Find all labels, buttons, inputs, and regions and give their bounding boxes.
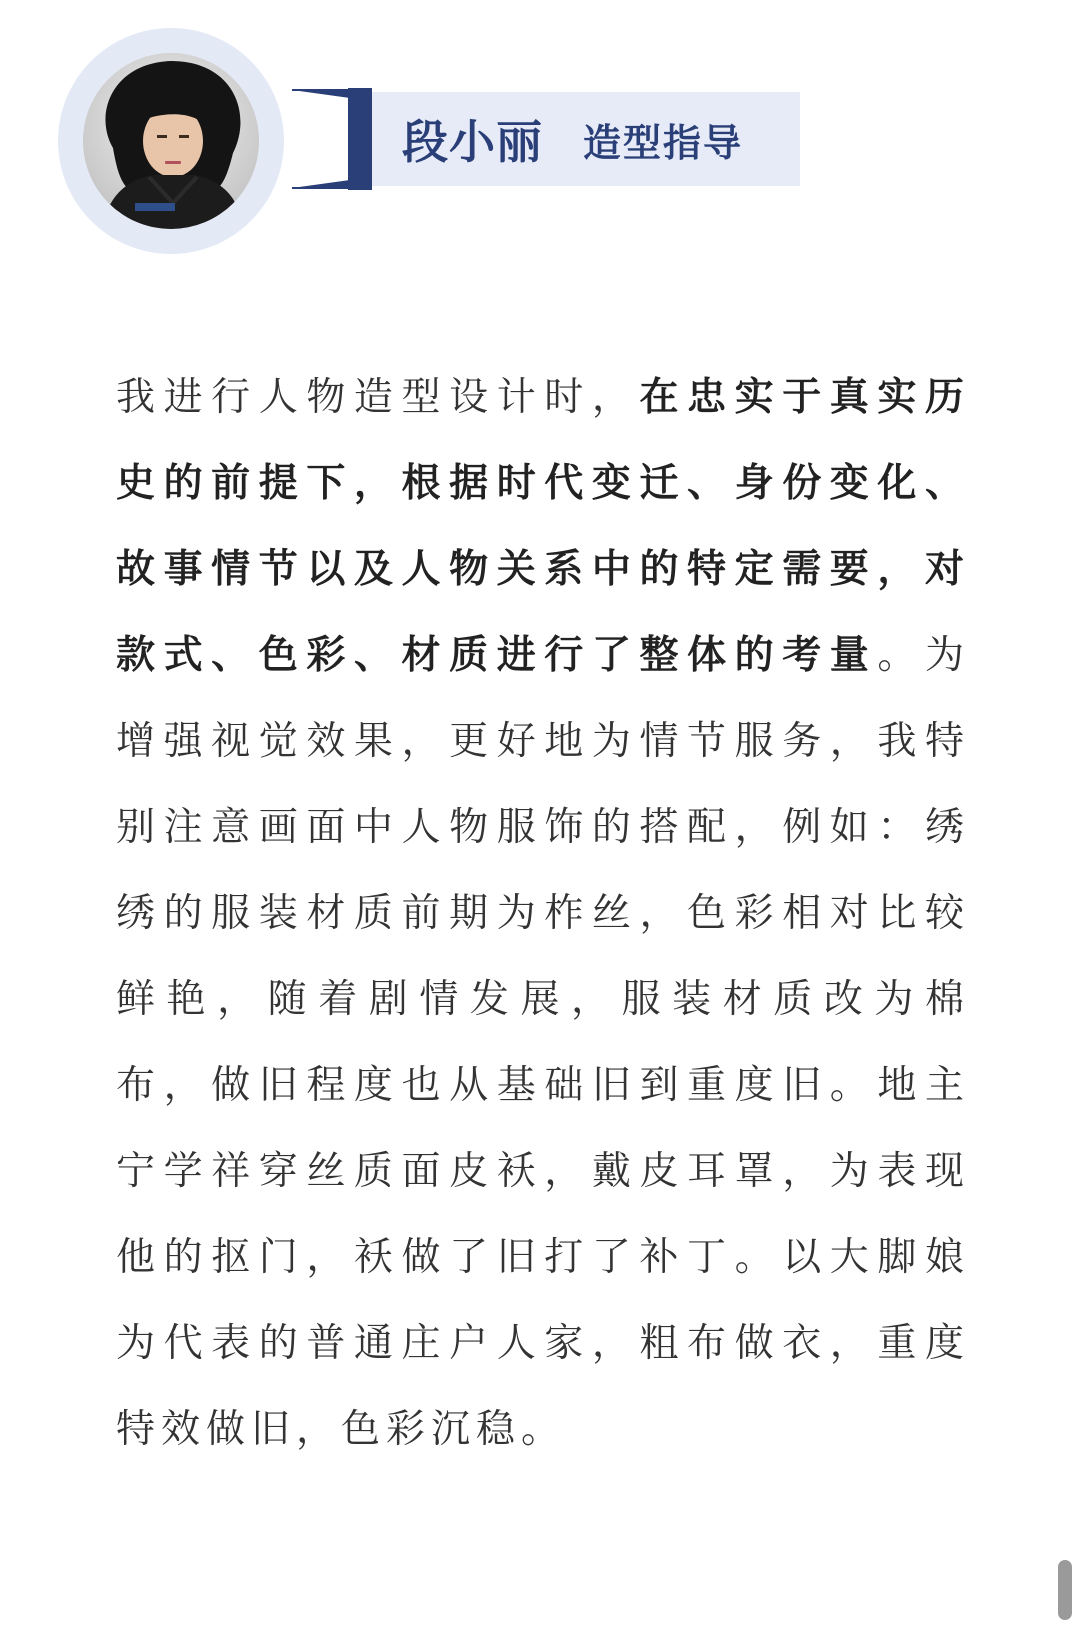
name-plate bbox=[372, 92, 800, 186]
article-text-rest: 。为增强视觉效果，更好地为情节服务，我特别注意画面中人物服饰的搭配，例如：绣绣的服装材质前期为柞丝，色彩相对比较鲜艳，随着剧情发展，服装材质改为棉布，做旧程度也从基础旧到重度旧。地主宁学祥穿丝质面皮袄，戴皮耳罩，为表现他的抠门，袄做了旧打了补丁。以大脚娘为代表的普通庄户人家，粗布做衣，重度特效做旧，色彩沉稳。 bbox=[116, 633, 970, 1452]
portrait-image bbox=[83, 53, 259, 229]
designer-role: 造型指导 bbox=[583, 120, 744, 165]
article-body bbox=[116, 355, 970, 1473]
designer-header bbox=[0, 0, 1080, 270]
article-text-emphasis: 在忠实于真实历史的前提下，根据时代变迁、身份变化、故事情节以及人物关系中的特定需要，对款式、色彩、材质进行了整体的考量 bbox=[116, 375, 970, 678]
avatar bbox=[83, 53, 259, 229]
article-text-intro: 我进行人物造型设计时， bbox=[116, 375, 640, 420]
title-bracket-decoration bbox=[292, 88, 372, 190]
designer-name: 段小丽 bbox=[402, 115, 543, 169]
avatar-ring bbox=[58, 28, 284, 254]
scrollbar-thumb[interactable] bbox=[1058, 1560, 1072, 1620]
